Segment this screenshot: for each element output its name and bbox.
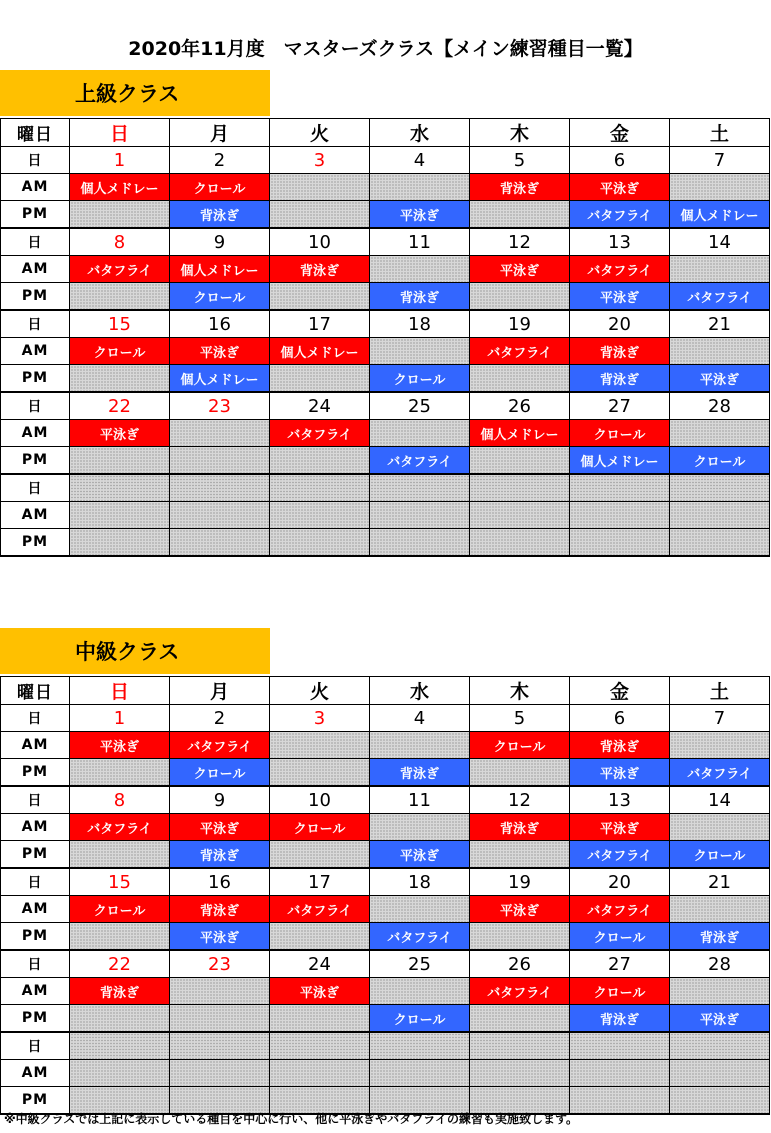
day-number-cell: 6 [570,705,670,732]
empty-cell [570,1087,670,1115]
day-number-cell: 27 [570,392,670,420]
day-number-cell [670,474,770,502]
day-number-cell: 12 [470,786,570,814]
event-cell: バタフライ [470,978,570,1005]
day-number-cell: 25 [370,950,470,978]
am-row [1,256,770,283]
day-number-cell: 26 [470,392,570,420]
day-number-cell: 2 [170,147,270,174]
footnote: ※中級クラスでは上記に表示している種目を中心に行い、他に平泳ぎやバタフライの練習も実施致します。 [4,1112,578,1126]
day-number-cell: 22 [70,950,170,978]
event-cell: バタフライ [570,201,670,229]
event-cell: バタフライ [470,338,570,365]
am-row [1,420,770,447]
empty-cell [170,1060,270,1087]
event-cell: 背泳ぎ [570,365,670,393]
empty-cell [670,420,770,447]
event-cell: 個人メドレー [170,365,270,393]
weekday-header-cell: 月 [170,119,270,147]
row-label-pm: PM [1,1005,70,1033]
weekday-header-label: 曜日 [1,677,70,705]
day-number-row [1,474,770,502]
row-label-am: AM [1,814,70,841]
day-number-cell [70,1032,170,1060]
empty-cell [270,365,370,393]
pm-row [1,923,770,951]
row-label-day: 日 [1,474,70,502]
day-number-cell: 17 [270,310,370,338]
empty-cell [370,529,470,557]
row-label-day: 日 [1,705,70,732]
class-label: 上級クラス [0,70,270,116]
event-cell: クロール [270,814,370,841]
row-label-day: 日 [1,950,70,978]
pm-row [1,759,770,787]
event-cell: 平泳ぎ [470,256,570,283]
am-row [1,978,770,1005]
event-cell: クロール [670,447,770,475]
day-number-cell: 8 [70,786,170,814]
empty-cell [270,502,370,529]
day-number-cell: 2 [170,705,270,732]
pm-row [1,447,770,475]
weekday-header-cell: 水 [370,119,470,147]
weekday-header-cell: 金 [570,119,670,147]
day-number-cell [670,1032,770,1060]
day-number-cell: 15 [70,868,170,896]
row-label-am: AM [1,256,70,283]
empty-cell [270,447,370,475]
pm-row [1,841,770,869]
event-cell: クロール [370,1005,470,1033]
event-cell: クロール [570,978,670,1005]
day-number-cell: 9 [170,228,270,256]
event-cell: 個人メドレー [270,338,370,365]
empty-cell [670,256,770,283]
am-row [1,502,770,529]
day-number-cell [470,1032,570,1060]
event-cell: 背泳ぎ [370,283,470,311]
weekday-header-row [1,119,770,147]
day-number-cell: 11 [370,786,470,814]
empty-cell [670,978,770,1005]
day-number-cell: 14 [670,786,770,814]
empty-cell [270,1005,370,1033]
empty-cell [270,732,370,759]
event-cell: クロール [70,338,170,365]
event-cell: 平泳ぎ [70,732,170,759]
event-cell: バタフライ [670,283,770,311]
empty-cell [470,201,570,229]
day-number-cell [270,1032,370,1060]
day-number-cell: 14 [670,228,770,256]
event-cell: 背泳ぎ [470,174,570,201]
row-label-pm: PM [1,841,70,869]
empty-cell [670,896,770,923]
day-number-cell: 3 [270,705,370,732]
weekday-header-cell: 金 [570,677,670,705]
day-number-cell: 28 [670,392,770,420]
event-cell: 個人メドレー [170,256,270,283]
am-row [1,896,770,923]
day-number-row [1,310,770,338]
empty-cell [270,529,370,557]
day-number-cell: 4 [370,705,470,732]
empty-cell [470,447,570,475]
empty-cell [470,529,570,557]
day-number-cell: 15 [70,310,170,338]
row-label-pm: PM [1,1087,70,1115]
event-cell: 平泳ぎ [170,923,270,951]
row-label-day: 日 [1,147,70,174]
event-cell: クロール [170,283,270,311]
row-label-pm: PM [1,447,70,475]
event-cell: バタフライ [270,896,370,923]
day-number-cell: 1 [70,147,170,174]
row-label-pm: PM [1,923,70,951]
event-cell: バタフライ [570,841,670,869]
event-cell: 背泳ぎ [270,256,370,283]
day-number-cell: 10 [270,786,370,814]
day-number-row [1,705,770,732]
day-number-cell: 22 [70,392,170,420]
weekday-header-cell: 月 [170,677,270,705]
day-number-cell: 20 [570,310,670,338]
day-number-cell: 19 [470,868,570,896]
day-number-cell: 8 [70,228,170,256]
empty-cell [570,1060,670,1087]
row-label-pm: PM [1,529,70,557]
empty-cell [570,529,670,557]
event-cell: バタフライ [70,814,170,841]
empty-cell [370,1060,470,1087]
empty-cell [370,978,470,1005]
empty-cell [170,529,270,557]
empty-cell [470,283,570,311]
day-number-cell: 1 [70,705,170,732]
day-number-cell: 11 [370,228,470,256]
day-number-cell: 7 [670,147,770,174]
row-label-day: 日 [1,786,70,814]
event-cell: 背泳ぎ [470,814,570,841]
empty-cell [470,759,570,787]
event-cell: 背泳ぎ [170,841,270,869]
day-number-cell: 13 [570,786,670,814]
empty-cell [70,502,170,529]
weekday-header-cell: 土 [670,119,770,147]
schedule-table [0,118,770,557]
day-number-cell [470,474,570,502]
weekday-header-label: 曜日 [1,119,70,147]
empty-cell [70,759,170,787]
day-number-cell: 26 [470,950,570,978]
empty-cell [670,732,770,759]
day-number-cell: 24 [270,392,370,420]
event-cell: 平泳ぎ [170,814,270,841]
empty-cell [70,1005,170,1033]
weekday-header-cell: 火 [270,677,370,705]
empty-cell [170,420,270,447]
day-number-row [1,786,770,814]
empty-cell [70,529,170,557]
row-label-day: 日 [1,1032,70,1060]
event-cell: 背泳ぎ [570,732,670,759]
empty-cell [70,923,170,951]
empty-cell [370,814,470,841]
empty-cell [270,1060,370,1087]
day-number-cell: 21 [670,868,770,896]
day-number-cell: 7 [670,705,770,732]
row-label-am: AM [1,338,70,365]
row-label-am: AM [1,502,70,529]
empty-cell [570,502,670,529]
event-cell: バタフライ [170,732,270,759]
event-cell: バタフライ [70,256,170,283]
event-cell: クロール [570,420,670,447]
empty-cell [270,841,370,869]
day-number-cell: 13 [570,228,670,256]
event-cell: 背泳ぎ [70,978,170,1005]
weekday-header-cell: 日 [70,677,170,705]
event-cell: 平泳ぎ [670,1005,770,1033]
day-number-cell: 20 [570,868,670,896]
weekday-header-cell: 土 [670,677,770,705]
empty-cell [470,1060,570,1087]
weekday-header-row [1,677,770,705]
day-number-row [1,950,770,978]
day-number-cell [570,474,670,502]
event-cell: 背泳ぎ [570,1005,670,1033]
am-row [1,732,770,759]
empty-cell [170,1005,270,1033]
row-label-pm: PM [1,283,70,311]
pm-row [1,529,770,557]
row-label-am: AM [1,978,70,1005]
page-title: 2020年11月度 マスターズクラス【メイン練習種目一覧】 [128,38,643,60]
event-cell: クロール [670,841,770,869]
day-number-cell: 21 [670,310,770,338]
day-number-cell: 6 [570,147,670,174]
row-label-am: AM [1,174,70,201]
empty-cell [370,732,470,759]
event-cell: 平泳ぎ [570,174,670,201]
class-label: 中級クラス [0,628,270,674]
event-cell: バタフライ [570,256,670,283]
day-number-cell: 17 [270,868,370,896]
event-cell: バタフライ [670,759,770,787]
row-label-pm: PM [1,201,70,229]
pm-row [1,201,770,229]
day-number-cell [170,1032,270,1060]
pm-row [1,283,770,311]
empty-cell [670,338,770,365]
day-number-cell: 18 [370,868,470,896]
event-cell: 平泳ぎ [270,978,370,1005]
am-row [1,174,770,201]
weekday-header-cell: 木 [470,119,570,147]
row-label-day: 日 [1,310,70,338]
pm-row [1,1005,770,1033]
row-label-day: 日 [1,228,70,256]
empty-cell [370,896,470,923]
empty-cell [270,283,370,311]
event-cell: クロール [170,174,270,201]
event-cell: 背泳ぎ [370,759,470,787]
empty-cell [470,365,570,393]
empty-cell [170,447,270,475]
empty-cell [70,365,170,393]
event-cell: 平泳ぎ [370,841,470,869]
day-number-row [1,392,770,420]
day-number-cell: 5 [470,147,570,174]
row-label-am: AM [1,732,70,759]
weekday-header-cell: 日 [70,119,170,147]
empty-cell [670,1060,770,1087]
empty-cell [70,841,170,869]
event-cell: クロール [570,923,670,951]
row-label-am: AM [1,420,70,447]
day-number-cell: 3 [270,147,370,174]
event-cell: 平泳ぎ [70,420,170,447]
event-cell: 個人メドレー [670,201,770,229]
event-cell: 個人メドレー [70,174,170,201]
row-label-day: 日 [1,868,70,896]
day-number-cell [170,474,270,502]
day-number-cell [370,474,470,502]
event-cell: 個人メドレー [570,447,670,475]
am-row [1,814,770,841]
schedule-table [0,676,770,1115]
day-number-cell [270,474,370,502]
event-cell: 平泳ぎ [570,283,670,311]
event-cell: クロール [170,759,270,787]
day-number-cell: 19 [470,310,570,338]
empty-cell [270,923,370,951]
event-cell: 背泳ぎ [170,896,270,923]
day-number-cell: 28 [670,950,770,978]
am-row [1,338,770,365]
day-number-row [1,868,770,896]
empty-cell [670,502,770,529]
empty-cell [370,338,470,365]
empty-cell [70,283,170,311]
event-cell: クロール [470,732,570,759]
empty-cell [170,978,270,1005]
event-cell: 背泳ぎ [570,338,670,365]
day-number-cell: 25 [370,392,470,420]
event-cell: 背泳ぎ [170,201,270,229]
empty-cell [470,923,570,951]
day-number-cell: 16 [170,310,270,338]
empty-cell [470,841,570,869]
empty-cell [370,174,470,201]
weekday-header-cell: 火 [270,119,370,147]
row-label-day: 日 [1,392,70,420]
row-label-am: AM [1,896,70,923]
day-number-cell [70,474,170,502]
event-cell: 平泳ぎ [370,201,470,229]
empty-cell [370,502,470,529]
day-number-cell [370,1032,470,1060]
day-number-cell: 23 [170,950,270,978]
event-cell: バタフライ [570,896,670,923]
event-cell: 個人メドレー [470,420,570,447]
event-cell: 平泳ぎ [670,365,770,393]
event-cell: 背泳ぎ [670,923,770,951]
day-number-cell: 4 [370,147,470,174]
event-cell: バタフライ [270,420,370,447]
empty-cell [670,1087,770,1115]
empty-cell [370,420,470,447]
event-cell: クロール [370,365,470,393]
am-row [1,1060,770,1087]
day-number-cell: 16 [170,868,270,896]
event-cell: 平泳ぎ [470,896,570,923]
day-number-cell: 5 [470,705,570,732]
day-number-cell: 27 [570,950,670,978]
event-cell: 平泳ぎ [570,814,670,841]
day-number-row [1,147,770,174]
day-number-cell: 18 [370,310,470,338]
day-number-cell: 24 [270,950,370,978]
event-cell: クロール [70,896,170,923]
day-number-cell: 9 [170,786,270,814]
empty-cell [670,174,770,201]
row-label-pm: PM [1,365,70,393]
weekday-header-cell: 水 [370,677,470,705]
day-number-cell: 23 [170,392,270,420]
empty-cell [670,529,770,557]
event-cell: バタフライ [370,923,470,951]
row-label-am: AM [1,1060,70,1087]
weekday-header-cell: 木 [470,677,570,705]
empty-cell [270,201,370,229]
row-label-pm: PM [1,759,70,787]
empty-cell [70,201,170,229]
empty-cell [170,502,270,529]
empty-cell [670,814,770,841]
event-cell: 平泳ぎ [570,759,670,787]
day-number-cell: 12 [470,228,570,256]
day-number-row [1,1032,770,1060]
empty-cell [470,1005,570,1033]
empty-cell [70,1060,170,1087]
empty-cell [470,502,570,529]
pm-row [1,365,770,393]
empty-cell [370,256,470,283]
empty-cell [270,174,370,201]
day-number-cell [570,1032,670,1060]
empty-cell [270,759,370,787]
day-number-cell: 10 [270,228,370,256]
day-number-row [1,228,770,256]
empty-cell [70,447,170,475]
event-cell: バタフライ [370,447,470,475]
event-cell: 平泳ぎ [170,338,270,365]
